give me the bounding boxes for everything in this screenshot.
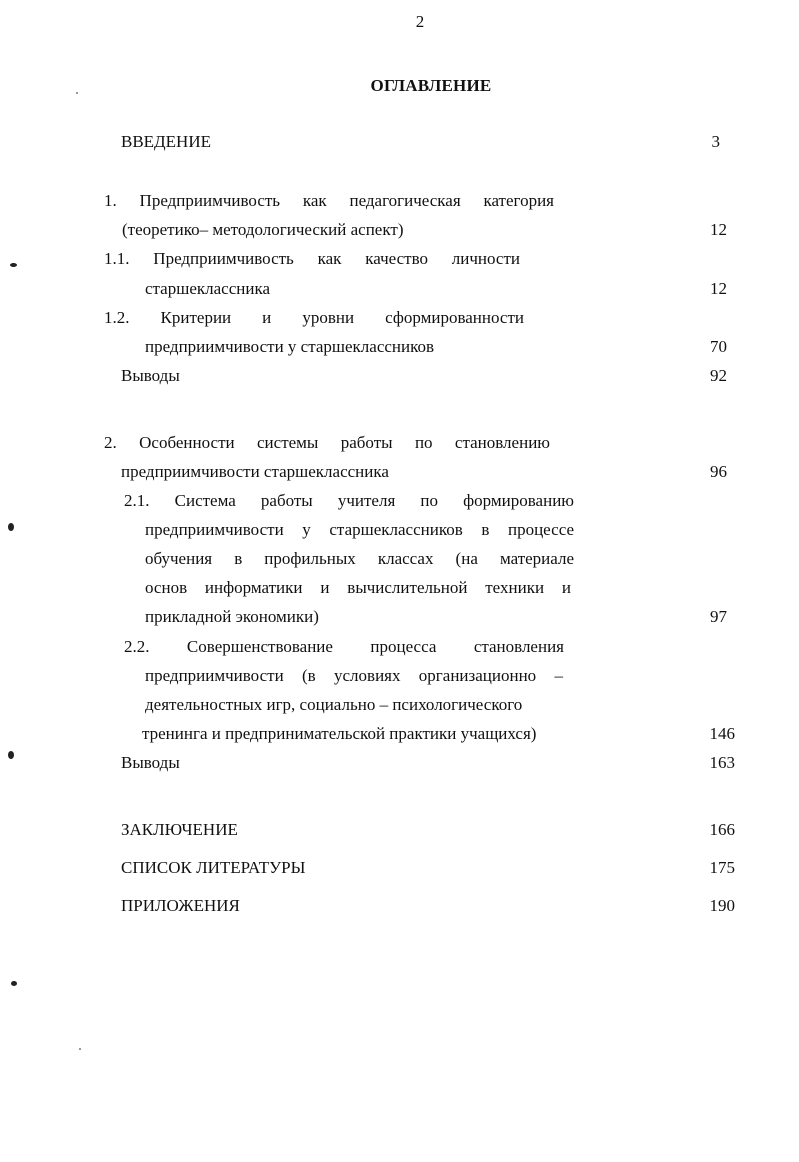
toc-section-2-1-line5: прикладной экономики) xyxy=(145,607,319,626)
scan-speck xyxy=(10,263,17,267)
toc-section-2-1-line2: предприимчивости у старшеклассников в процессе xyxy=(145,520,574,539)
toc-entry-conclusion[interactable]: ЗАКЛЮЧЕНИЕ xyxy=(121,820,238,839)
toc-section-2-2-line4: тренинга и предпринимательской практики учащихся) xyxy=(142,724,537,743)
toc-section-1-2[interactable] xyxy=(104,308,524,328)
scan-speck xyxy=(8,751,14,759)
toc-section-1-1-line1: 1.1. Предприимчивость как качество личности xyxy=(104,249,520,268)
toc-page-chapter1: 12 xyxy=(710,220,727,239)
toc-section-1-2-line2: предприимчивости у старшеклассников xyxy=(145,337,435,356)
toc-section-2-1-line4-wrap xyxy=(145,578,571,598)
toc-chapter2-heading[interactable] xyxy=(104,433,550,453)
scan-speck xyxy=(76,92,78,94)
toc-entry-appendices[interactable]: ПРИЛОЖЕНИЯ xyxy=(121,896,240,915)
toc-section-1-2-line1: 1.2. Критерии и уровни сформированности xyxy=(104,308,524,327)
toc-page-section-1-2: 70 xyxy=(710,337,727,356)
toc-page-section-1-1: 12 xyxy=(710,279,727,298)
toc-chapter1-conclusions[interactable]: Выводы xyxy=(121,366,180,385)
toc-page-chapter2: 96 xyxy=(710,462,727,481)
toc-chapter2-line2: предприимчивости старшеклассника xyxy=(121,462,389,481)
toc-entry-introduction[interactable]: ВВЕДЕНИЕ xyxy=(121,132,211,151)
toc-section-2-2[interactable] xyxy=(124,637,564,657)
toc-page-chapter2-conclusions: 163 xyxy=(709,753,735,772)
toc-chapter1-line1: 1. Предприимчивость как педагогическая категория xyxy=(104,191,554,210)
page-number: 2 xyxy=(415,12,425,31)
toc-chapter1-heading[interactable] xyxy=(104,191,554,211)
toc-entry-references[interactable]: СПИСОК ЛИТЕРАТУРЫ xyxy=(121,858,306,877)
toc-page-introduction: 3 xyxy=(711,132,720,151)
toc-page-references: 175 xyxy=(709,858,735,877)
toc-section-1-1[interactable] xyxy=(104,249,520,269)
toc-page-chapter1-conclusions: 92 xyxy=(710,366,727,385)
toc-section-2-1-line4: основ информатики и вычислительной техники и xyxy=(145,578,571,597)
toc-section-2-1-line3-wrap xyxy=(145,549,574,569)
toc-page-appendices: 190 xyxy=(709,896,735,915)
toc-chapter2-conclusions[interactable]: Выводы xyxy=(121,753,180,772)
toc-section-2-2-line1: 2.2. Совершенствование процесса становления xyxy=(124,637,564,656)
toc-section-2-1-line3: обучения в профильных классах (на материале xyxy=(145,549,574,568)
toc-page-section-2-2: 146 xyxy=(709,724,735,743)
toc-section-2-2-line2-wrap xyxy=(145,666,563,686)
toc-page-conclusion: 166 xyxy=(709,820,735,839)
toc-title: ОГЛАВЛЕНИЕ xyxy=(370,76,492,95)
toc-chapter1-line2: (теоретико– методологический аспект) xyxy=(122,220,404,239)
toc-section-2-1-line2-wrap xyxy=(145,520,574,540)
scan-speck xyxy=(79,1048,81,1050)
toc-page-section-2-1: 97 xyxy=(710,607,727,626)
scan-speck xyxy=(8,523,14,531)
toc-chapter2-line1: 2. Особенности системы работы по становлению xyxy=(104,433,550,452)
toc-section-2-1-line1: 2.1. Система работы учителя по формированию xyxy=(124,491,574,510)
toc-section-2-2-line2: предприимчивости (в условиях организационно – xyxy=(145,666,563,685)
scan-speck xyxy=(11,981,17,986)
toc-section-2-2-line3: деятельностных игр, социально – психологического xyxy=(145,695,523,714)
toc-section-1-1-line2: старшеклассника xyxy=(145,279,270,298)
toc-section-2-1[interactable] xyxy=(124,491,574,511)
